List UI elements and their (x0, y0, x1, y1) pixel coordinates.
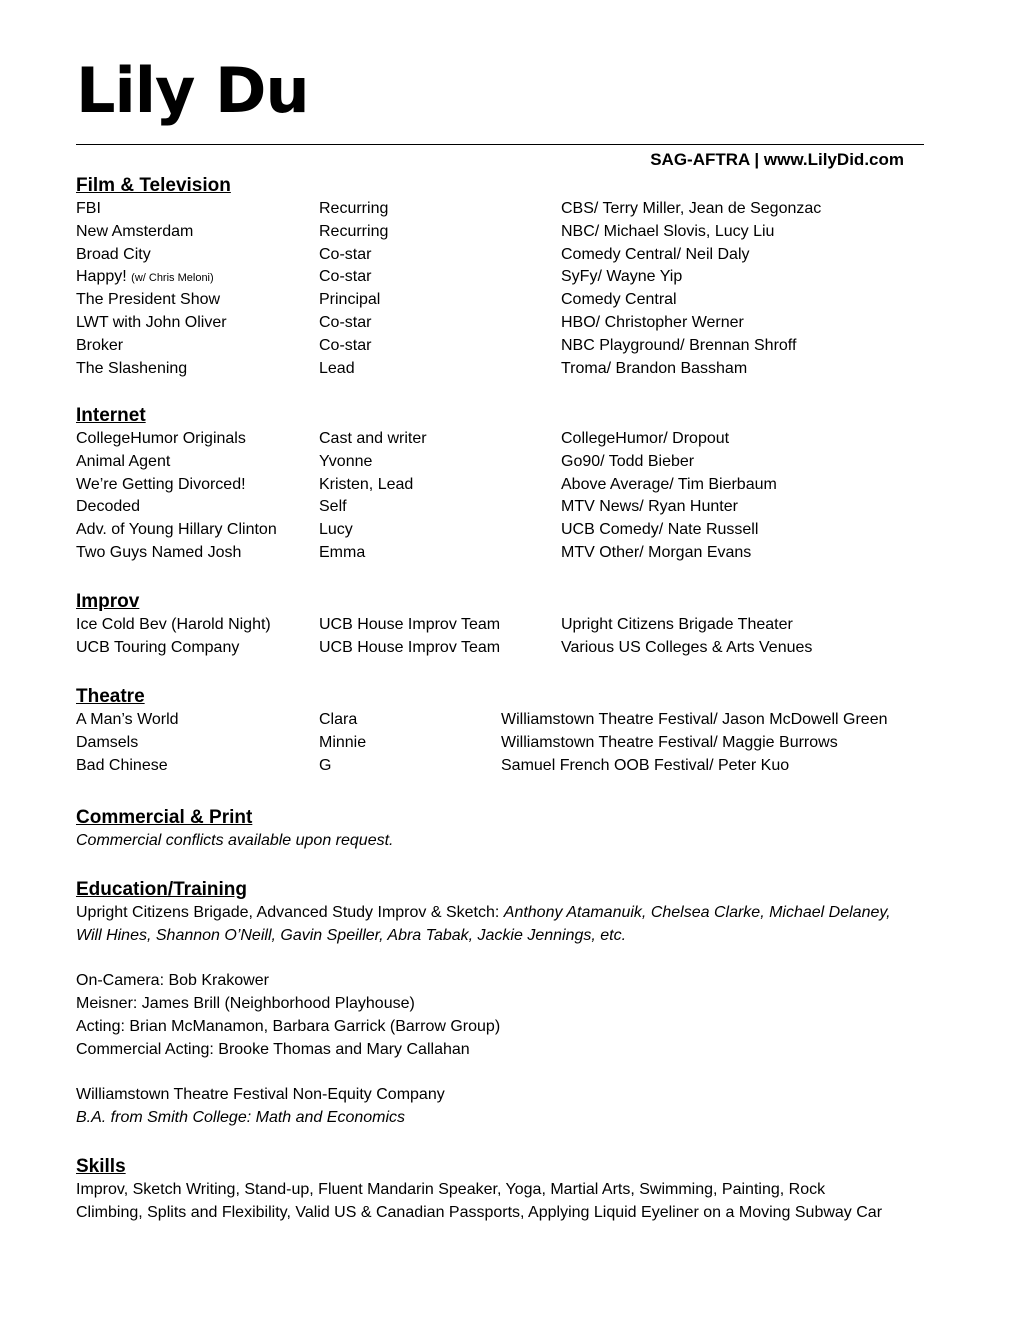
project-title (76, 614, 271, 637)
project-name: A Man’s World (76, 711, 179, 728)
credit-row (76, 312, 946, 335)
improv-section (76, 590, 946, 660)
project-title (76, 755, 168, 778)
project-name: CollegeHumor Originals (76, 430, 246, 447)
education-section (76, 878, 946, 1130)
role: UCB House Improv Team (319, 616, 501, 633)
production-credit: MTV Other/ Morgan Evans (561, 543, 752, 561)
role: Co-star (319, 245, 372, 263)
project-title (76, 266, 214, 290)
credit-row (76, 358, 946, 381)
project-title (76, 496, 140, 519)
degree: B.A. from Smith College: Math and Economics (76, 1109, 406, 1127)
production-credit: Samuel French OOB Festival/ Peter Kuo (501, 756, 790, 774)
skills-line-1: Improv, Sketch Writing, Stand-up, Fluent Mandarin Speaker, Yoga, Martial Arts, Swimming, Painting, Rock (76, 1181, 826, 1198)
credit-row (76, 428, 946, 451)
training-line: Commercial Acting: Brooke Thomas and Mary Callahan (76, 1040, 470, 1058)
section-title-improv: Improv (76, 591, 140, 612)
project-title (76, 732, 138, 755)
credit-row (76, 451, 946, 474)
project-name: Happy! (76, 268, 127, 286)
role: Minnie (319, 733, 367, 751)
role: Co-star (319, 336, 372, 354)
union-and-website: SAG-AFTRA | www.LilyDid.com (650, 150, 904, 169)
skills-section (76, 1155, 946, 1225)
internet-section (76, 404, 946, 565)
project-name: The President Show (76, 291, 221, 309)
project-name: Ice Cold Bev (Harold Night) (76, 616, 271, 633)
commercial-note: Commercial conflicts available upon request. (76, 832, 394, 849)
credit-row (76, 335, 946, 358)
project-title (76, 335, 123, 358)
training-line: Acting: Brian McManamon, Barbara Garrick (Barrow Group) (76, 1017, 501, 1035)
production-credit: Troma/ Brandon Bassham (561, 359, 748, 377)
project-title (76, 358, 187, 381)
project-title (76, 519, 277, 542)
role: UCB House Improv Team (319, 638, 501, 656)
actor-name: Lily Du (76, 54, 309, 127)
project-title (76, 709, 179, 732)
project-title (76, 474, 246, 497)
project-name: We’re Getting Divorced! (76, 475, 246, 493)
project-name: Broker (76, 336, 124, 354)
role: Recurring (319, 200, 389, 217)
production-credit: Upright Citizens Brigade Theater (561, 616, 793, 633)
production-credit: CollegeHumor/ Dropout (561, 430, 730, 447)
credit-row (76, 542, 946, 565)
film-tv-section (76, 174, 946, 380)
project-title (76, 198, 101, 221)
production-credit: Comedy Central (561, 291, 677, 309)
credit-row (76, 244, 946, 267)
ucb-training-label: Upright Citizens Brigade, Advanced Study Improv & Sketch: (76, 904, 504, 921)
role: Kristen, Lead (319, 475, 414, 493)
role: Lucy (319, 521, 353, 539)
section-title-skills: Skills (76, 1156, 126, 1177)
section-title-commercial: Commercial & Print (76, 807, 253, 828)
credit-row (76, 289, 946, 312)
theatre-section (76, 685, 946, 777)
role: Cast and writer (319, 430, 427, 447)
production-credit: CBS/ Terry Miller, Jean de Segonzac (561, 200, 822, 217)
production-credit: Go90/ Todd Bieber (561, 452, 695, 470)
project-name: Decoded (76, 498, 141, 516)
project-title (76, 312, 227, 335)
project-title (76, 542, 241, 565)
credit-row (76, 496, 946, 519)
credit-row (76, 519, 946, 542)
credit-row (76, 755, 946, 778)
credit-row (76, 709, 946, 732)
project-title (76, 289, 220, 312)
project-title (76, 244, 151, 267)
williamstown-company: Williamstown Theatre Festival Non-Equity Company (76, 1086, 445, 1104)
project-title (76, 428, 246, 451)
project-title (76, 221, 193, 244)
section-title-theatre: Theatre (76, 686, 145, 707)
role: Principal (319, 291, 381, 309)
credit-row (76, 198, 946, 221)
production-credit: Williamstown Theatre Festival/ Maggie Burrows (501, 733, 838, 751)
ucb-teachers-2: Will Hines, Shannon O’Neill, Gavin Speiller, Abra Tabak, Jackie Jennings, etc. (76, 926, 627, 944)
project-name: Damsels (76, 733, 139, 751)
credit-row (76, 614, 946, 637)
project-note: (w/ Chris Meloni) (131, 272, 214, 285)
production-credit: Above Average/ Tim Bierbaum (561, 475, 777, 493)
header-rule (76, 144, 924, 145)
role: Lead (319, 359, 355, 377)
section-title-education: Education/Training (76, 879, 248, 900)
commercial-section (76, 806, 946, 853)
ucb-training-line (76, 902, 946, 925)
project-name: Bad Chinese (76, 756, 168, 774)
production-credit: NBC/ Michael Slovis, Lucy Liu (561, 222, 775, 240)
training-line: Meisner: James Brill (Neighborhood Playhouse) (76, 995, 415, 1013)
production-credit: SyFy/ Wayne Yip (561, 268, 683, 286)
role: Co-star (319, 313, 372, 331)
project-name: Broad City (76, 245, 151, 263)
role: Clara (319, 711, 358, 728)
production-credit: Williamstown Theatre Festival/ Jason McDowell Green (501, 711, 888, 728)
production-credit: NBC Playground/ Brennan Shroff (561, 336, 797, 354)
role: G (319, 756, 332, 774)
credit-row (76, 732, 946, 755)
project-name: FBI (76, 200, 101, 217)
project-name: UCB Touring Company (76, 638, 240, 656)
ucb-teachers-1: Anthony Atamanuik, Chelsea Clarke, Michael Delaney, (503, 904, 891, 921)
role: Co-star (319, 268, 372, 286)
project-title (76, 637, 239, 660)
project-name: Animal Agent (76, 452, 171, 470)
credit-row (76, 637, 946, 660)
skills-line-2: Climbing, Splits and Flexibility, Valid US & Canadian Passports, Applying Liquid Eyeliner on a Moving Subway Car (76, 1203, 883, 1221)
section-title-film-tv: Film & Television (76, 175, 231, 196)
production-credit: MTV News/ Ryan Hunter (561, 498, 738, 516)
role: Self (319, 498, 347, 516)
training-line: On-Camera: Bob Krakower (76, 972, 269, 990)
production-credit: HBO/ Christopher Werner (561, 313, 744, 331)
credit-row (76, 221, 946, 244)
project-name: Two Guys Named Josh (76, 543, 242, 561)
production-credit: Various US Colleges & Arts Venues (561, 638, 813, 656)
project-name: The Slashening (76, 359, 188, 377)
project-title (76, 451, 170, 474)
credit-row (76, 474, 946, 497)
project-name: New Amsterdam (76, 222, 194, 240)
credit-row (76, 266, 946, 289)
project-name: LWT with John Oliver (76, 313, 227, 331)
production-credit: UCB Comedy/ Nate Russell (561, 521, 759, 539)
role: Recurring (319, 222, 389, 240)
role: Yvonne (319, 452, 373, 470)
production-credit: Comedy Central/ Neil Daly (561, 245, 750, 263)
project-name: Adv. of Young Hillary Clinton (76, 521, 277, 539)
section-title-internet: Internet (76, 405, 146, 426)
role: Emma (319, 543, 366, 561)
